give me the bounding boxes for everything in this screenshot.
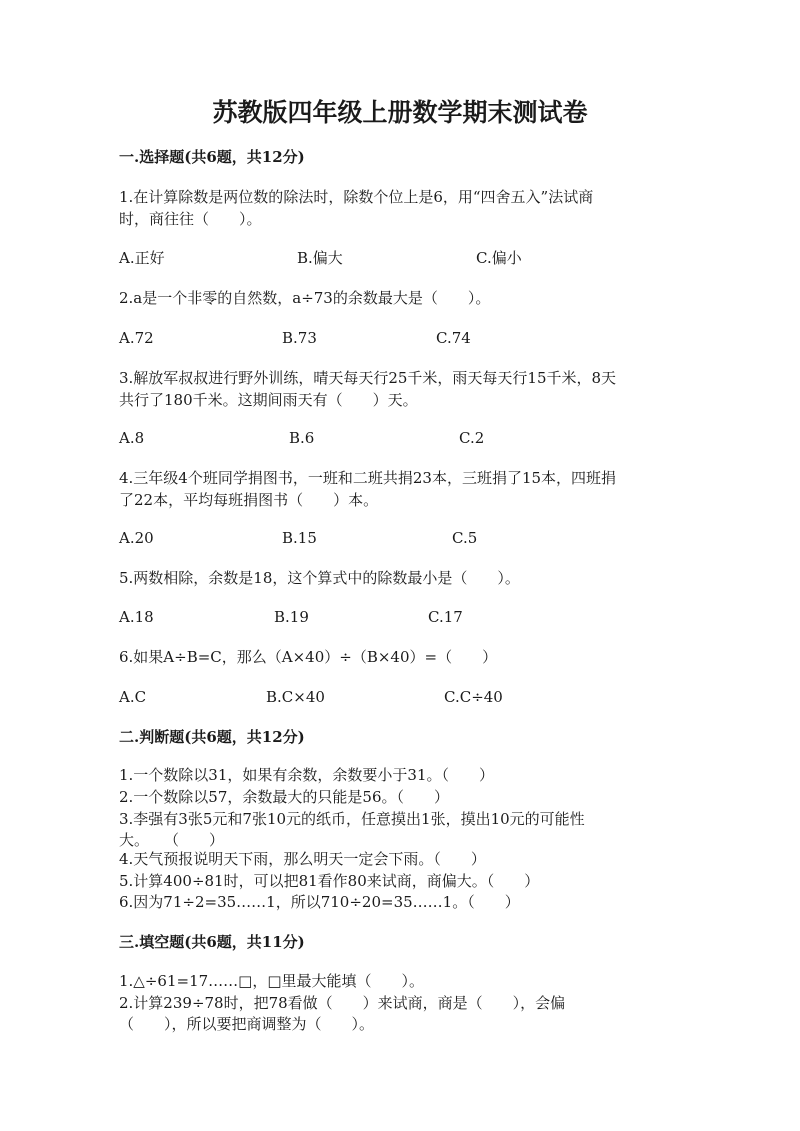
exam-title: 苏教版四年级上册数学期末测试卷 bbox=[212, 98, 588, 127]
section-heading-choice: 一.选择题(共6题，共12分) bbox=[119, 148, 305, 166]
option-c: C.74 bbox=[436, 329, 471, 347]
option-a: A.72 bbox=[119, 329, 154, 347]
option-b: B.73 bbox=[282, 329, 317, 347]
question-text: 了22本，平均每班捐图书（ ）本。 bbox=[119, 491, 379, 509]
section-heading-fill-in: 三.填空题(共6题，共11分) bbox=[119, 933, 305, 951]
option-a: A.C bbox=[119, 688, 147, 706]
option-a: A.20 bbox=[119, 529, 154, 547]
option-a: A.8 bbox=[119, 429, 145, 447]
question-text: 时，商往往（ ）。 bbox=[119, 210, 262, 228]
question-text: 1.在计算除数是两位数的除法时，除数个位上是6，用“四舍五入”法试商 bbox=[119, 188, 594, 206]
judgement-line: 2.一个数除以57，余数最大的只能是56。（ ） bbox=[119, 788, 449, 806]
option-c: C.2 bbox=[459, 429, 485, 447]
option-a: A.正好 bbox=[119, 249, 165, 267]
question-text: 3.解放军叔叔进行野外训练，晴天每天行25千米，雨天每天行15千米，8天 bbox=[119, 369, 617, 387]
question-text: 5.两数相除，余数是18，这个算式中的除数最小是（ ）。 bbox=[119, 569, 520, 587]
judgement-line: 大。 （ ） bbox=[119, 831, 225, 849]
question-text: 6.如果A÷B=C，那么（A×40）÷（B×40）=（ ） bbox=[119, 648, 498, 666]
option-b: B.6 bbox=[289, 429, 315, 447]
section-heading-judgement: 二.判断题(共6题，共12分) bbox=[119, 728, 305, 746]
fill-in-line: 2.计算239÷78时，把78看做（ ）来试商，商是（ ），会偏 bbox=[119, 994, 566, 1012]
fill-in-line: （ ），所以要把商调整为（ ）。 bbox=[119, 1015, 375, 1033]
question-text: 共行了180千米。这期间雨天有（ ）天。 bbox=[119, 391, 418, 409]
judgement-line: 6.因为71÷2=35……1，所以710÷20=35……1。（ ） bbox=[119, 893, 520, 911]
option-c: C.偏小 bbox=[476, 249, 522, 267]
judgement-line: 4.天气预报说明天下雨，那么明天一定会下雨。（ ） bbox=[119, 850, 486, 868]
option-a: A.18 bbox=[119, 608, 154, 626]
option-b: B.15 bbox=[282, 529, 317, 547]
question-text: 2.a是一个非零的自然数，a÷73的余数最大是（ ）。 bbox=[119, 289, 491, 307]
judgement-line: 3.李强有3张5元和7张10元的纸币，任意摸出1张，摸出10元的可能性 bbox=[119, 810, 585, 828]
judgement-line: 1.一个数除以31，如果有余数，余数要小于31。（ ） bbox=[119, 766, 494, 784]
question-text: 4.三年级4个班同学捐图书，一班和二班共捐23本，三班捐了15本，四班捐 bbox=[119, 469, 617, 487]
option-b: B.C×40 bbox=[266, 688, 325, 706]
fill-in-line: 1.△÷61=17……□，□里最大能填（ ）。 bbox=[119, 972, 425, 990]
option-b: B.偏大 bbox=[297, 249, 343, 267]
option-c: C.17 bbox=[428, 608, 463, 626]
judgement-line: 5.计算400÷81时，可以把81看作80来试商，商偏大。（ ） bbox=[119, 872, 540, 890]
option-b: B.19 bbox=[274, 608, 309, 626]
option-c: C.C÷40 bbox=[444, 688, 503, 706]
option-c: C.5 bbox=[452, 529, 478, 547]
